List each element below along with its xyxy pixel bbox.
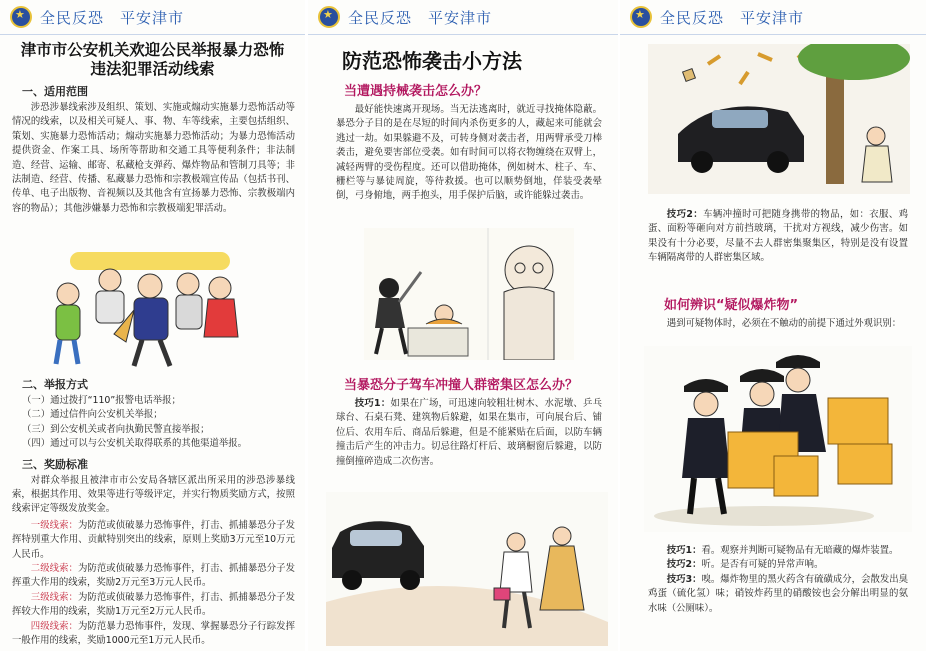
- illustration-armed-attack: [364, 228, 574, 360]
- slogan: 全民反恐 平安津市: [660, 8, 805, 27]
- question-vehicle-attack: 当暴恐分子驾车冲撞人群密集区怎么办？: [344, 378, 579, 393]
- reward-level-1: 一级线索：为防范或侦破暴力恐怖事件，打击、抓捕暴恐分子发挥特别重大作用、贡献特别突出的线索，原则上奖励3万元至10万元人民币。: [12, 519, 295, 560]
- panel-suspicious-objects: [620, 0, 926, 651]
- list-item: （四）通过可以与公安机关取得联系的其他渠道举报。: [22, 438, 248, 450]
- section-vehicle-attack: [308, 368, 618, 469]
- illustration-vehicle-crash: [648, 44, 910, 194]
- tip-look: 技巧1：看。观察并判断可疑物品有无暗藏的爆炸装置。: [666, 545, 899, 556]
- tip1-text: 技巧1：如果在广场，可迅速向较粗壮树木、水泥墩、乒乓球台、石桌石凳、建筑物后躲避，如果在集市，可向展台后、铺位后、农用车后、商品后躲避，但是不能紧贴在后面，以防车辆撞击后产生的冲击力。切忌往路灯杆后、玻璃橱窗后躲避，以防撞倒撞碎造成二次伤害。: [336, 398, 602, 467]
- section2-heading: 二、举报方式: [22, 378, 88, 391]
- slogan: 全民反恐 平安津市: [348, 8, 493, 27]
- police-emblem-icon: [318, 6, 340, 28]
- suspicious-object-intro: 遇到可疑物体时，必须在不触动的前提下通过外观识别：: [666, 318, 902, 329]
- list-item: （一）通过拨打“110”报警电话举报；: [22, 395, 181, 406]
- reward-level-4: 四级线索：为防范暴力恐怖事件，发现、掌握暴恐分子行踪发挥一般作用的线索，奖励1000元至1万元人民币。: [12, 620, 295, 647]
- tip-listen: 技巧2：听。是否有可疑的异常声响。: [666, 559, 824, 571]
- panel-header: [620, 0, 926, 35]
- tip2-block: [620, 208, 926, 266]
- question-suspicious-object: 如何辨识“疑似爆炸物”: [664, 298, 799, 313]
- panel-header: [0, 0, 305, 35]
- police-emblem-icon: [10, 6, 32, 28]
- panel-header: [308, 0, 618, 35]
- panel-reporting: [0, 0, 305, 651]
- reward-level-2: 二级线索：为防范或侦破暴力恐怖事件，打击、抓捕暴恐分子发挥重大作用的线索，奖励2万元至3万元人民币。: [12, 563, 295, 589]
- tip-smell: 技巧3：嗅。爆炸物里的黑火药含有硫磺成分，会散发出臭鸡蛋（硫化氢）味；硝铵炸药里的硝酸铵也会分解出明显的氨水味（公厕味）。: [648, 573, 908, 614]
- reward-level-3: 三级线索：为防范或侦破暴力恐怖事件，打击、抓捕暴恐分子发挥较大作用的线索，奖励1万元至2万元人民币。: [12, 591, 295, 618]
- tips-list: [620, 544, 926, 616]
- list-item: （二）通过信件向公安机关举报；: [22, 409, 163, 421]
- page-title: 防范恐怖袭击小方法: [342, 49, 522, 73]
- illustration-report-crime: [30, 250, 270, 368]
- question-armed-attack: 当遭遇持械袭击怎么办？: [344, 84, 488, 99]
- section2: [0, 372, 305, 649]
- section3-heading: 三、奖励标准: [22, 457, 88, 471]
- illustration-police-inspecting: [644, 346, 912, 532]
- list-item: （三）到公安机关或者向执勤民警直接举报；: [22, 423, 210, 435]
- report-methods-list: [0, 394, 305, 452]
- panel-prevention-methods: [308, 0, 618, 651]
- armed-attack-text: 最好能快速离开现场。当无法逃离时，就近寻找掩体隐蔽。暴恐分子目的是在尽短的时间内杀伤更多的人，藏起来可能就会逃过一劫。如果躲避不及，可转身侧对袭击者，用两臂承受刀棒袭击，避免要害部位受袭。如有时间可以将衣物缠绕在双臂上，减轻两臂的受伤程度。还可以借助掩体，例如树木、柱子、车、栅栏等与暴徒周旋，等待救援。也可以顺势倒地，佯装受袭晕倒，弓身俯地，两手抱头，用手保护后脑，或许能躲过袭击。: [336, 104, 602, 202]
- tip2-text: 技巧2：车辆冲撞时可把随身携带的物品，如：衣服、鸡蛋、面粉等砸向对方前挡玻璃，干扰对方视线，减少伤害。如果没有十分必要，尽量不去人群密集聚集区，特别是没有设置车辆隔离带的人群密集区域。: [648, 209, 908, 264]
- section3-text: 对群众举报且被津市市公安局各辖区派出所采用的涉恐涉暴线索，根据其作用、效果等进行等级评定，并实行物质奖励方式，按照线索评定等级发放奖金。: [12, 474, 295, 515]
- illustration-vehicle-attack: [326, 492, 608, 646]
- police-emblem-icon: [630, 6, 652, 28]
- page-title: 津市市公安机关欢迎公民举报暴力恐怖 违法犯罪活动线索: [20, 41, 285, 78]
- section-suspicious-object: [620, 288, 926, 331]
- section1-heading: 一、适用范围: [22, 85, 88, 98]
- section1-text: 涉恐涉暴线索涉及组织、策划、实施或煽动实施暴力恐怖活动等情况的线索，以及相关可疑人、事、物、车等线索，主要包括组织、策划、实施暴力恐怖活动；煽动实施暴力恐怖活动；为暴力恐怖活动提供资金、作案工具、场所等帮助和交通工具等便利条件；非法制造、经营、运输、邮寄、私藏枪支弹药、爆炸物品和管制刀具等；非法制造、经营、传播、私藏暴力恐怖和宗教极端宣传品（包括书刊、传单、电子出版物、音视频以及其他含有宣扬暴力恐怖、宗教极端内容的物品）；其他涉嫌暴力恐怖和宗教极端犯罪活动。: [12, 102, 295, 214]
- slogan: 全民反恐 平安津市: [40, 8, 185, 27]
